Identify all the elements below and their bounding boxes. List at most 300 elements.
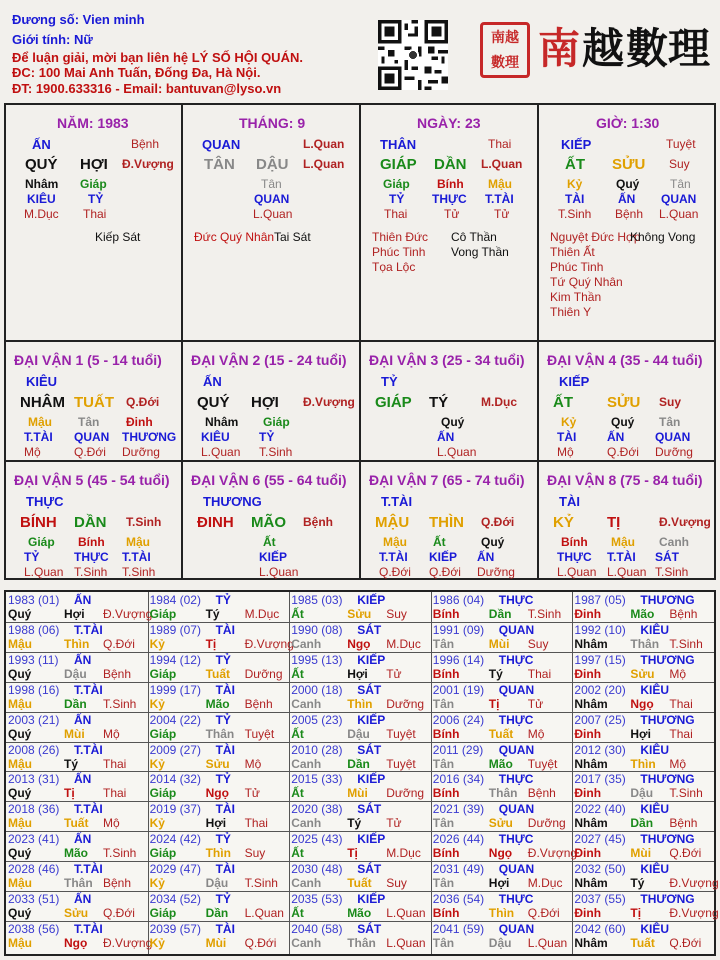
pillar-chi: HỢI bbox=[80, 156, 108, 173]
year-cell bbox=[289, 771, 431, 801]
hidden-can: Bính bbox=[78, 535, 105, 549]
hidden-can: Giáp bbox=[80, 177, 107, 191]
year-cell bbox=[572, 742, 714, 772]
gender: Giới tính: Nữ bbox=[12, 32, 93, 47]
hidden-god: QUAN bbox=[254, 192, 290, 206]
dai-van-chi: TỊ bbox=[607, 514, 621, 531]
year-chi: Dậu bbox=[488, 935, 512, 950]
year-label: 2015 (33) bbox=[291, 772, 343, 787]
seal-stamp: 南越 數理 bbox=[480, 22, 530, 78]
year-label: 2007 (25) bbox=[574, 712, 626, 727]
year-stage: L.Quan bbox=[527, 935, 568, 950]
dai-van-chi: HỢI bbox=[251, 394, 279, 411]
year-god: T.TÀI bbox=[74, 622, 103, 637]
year-god: QUAN bbox=[498, 921, 535, 936]
year-can: Đinh bbox=[574, 786, 602, 801]
year-label: 1997 (15) bbox=[574, 652, 626, 667]
year-label: 2003 (21) bbox=[8, 712, 60, 727]
dai-van-napam: T.Sinh bbox=[126, 515, 162, 529]
year-chi: Tý bbox=[347, 816, 362, 831]
year-cell bbox=[6, 652, 148, 682]
hidden-stage: Q.Đới bbox=[379, 565, 411, 579]
year-stage: Q.Đới bbox=[527, 906, 560, 920]
pillar-god: THÂN bbox=[380, 137, 417, 152]
year-stage: Dưỡng bbox=[244, 666, 283, 681]
dai-van-napam: Q.Đới bbox=[481, 515, 515, 529]
year-can: Kỷ bbox=[149, 935, 165, 950]
hidden-can: Tân bbox=[670, 177, 691, 191]
year-cell bbox=[572, 592, 714, 622]
year-label: 2037 (55) bbox=[574, 892, 626, 906]
year-can: Giáp bbox=[149, 666, 177, 681]
year-god: T.TÀI bbox=[74, 802, 103, 817]
hidden-can: Giáp bbox=[383, 177, 410, 191]
year-can: Ất bbox=[291, 846, 304, 861]
year-chi: Thìn bbox=[630, 756, 656, 771]
year-cell bbox=[431, 801, 573, 831]
hidden-stage: T.Sinh bbox=[122, 565, 156, 579]
year-chi: Thân bbox=[488, 786, 518, 801]
year-can: Bính bbox=[432, 846, 460, 861]
year-stage: M.Dục bbox=[386, 636, 421, 651]
pillar-stage: L.Quan bbox=[303, 137, 345, 151]
star-label: Nguyệt Đức Hợp bbox=[550, 230, 641, 244]
year-chi: Tuất bbox=[347, 876, 372, 891]
year-can: Đinh bbox=[574, 846, 602, 861]
year-label: 2016 (34) bbox=[432, 772, 485, 787]
year-label: 2021 (39) bbox=[432, 802, 485, 817]
year-stage: Đ.Vượng bbox=[527, 846, 578, 861]
year-label: 2024 (42) bbox=[149, 832, 201, 847]
annual-luck-table bbox=[4, 590, 719, 956]
year-stage: M.Dục bbox=[386, 846, 421, 861]
year-cell bbox=[6, 861, 148, 891]
year-cell bbox=[572, 921, 714, 951]
year-label: 2020 (38) bbox=[291, 802, 343, 817]
year-can: Nhâm bbox=[574, 636, 608, 651]
year-label: 2001 (19) bbox=[432, 682, 485, 697]
year-stage: Dưỡng bbox=[386, 696, 425, 711]
year-cell bbox=[572, 861, 719, 891]
hidden-stage: L.Quan bbox=[259, 565, 299, 579]
dai-van-napam: Đ.Vượng bbox=[659, 515, 711, 529]
year-can: Giáp bbox=[149, 726, 177, 741]
year-god: THƯƠNG bbox=[640, 772, 695, 787]
year-god: QUAN bbox=[498, 622, 535, 637]
year-cell bbox=[6, 712, 148, 742]
year-stage: T.Sinh bbox=[244, 876, 278, 891]
year-stage: T.Sinh bbox=[103, 696, 137, 711]
year-god: THỰC bbox=[498, 772, 534, 787]
year-label: 2034 (52) bbox=[149, 892, 201, 906]
year-cell bbox=[289, 682, 431, 712]
year-god: THỰC bbox=[498, 652, 534, 667]
year-chi: Sửu bbox=[488, 816, 513, 831]
year-chi: Hợi bbox=[205, 816, 227, 831]
dai-van-can: GIÁP bbox=[375, 394, 412, 411]
hidden-can: Đinh bbox=[126, 415, 153, 429]
year-cell bbox=[6, 891, 148, 921]
hidden-can: Mậu bbox=[126, 535, 150, 549]
year-stage: Đ.Vượng bbox=[103, 607, 153, 621]
year-can: Bính bbox=[432, 786, 460, 801]
year-god: KIẾP bbox=[357, 832, 386, 847]
hidden-god: ẤN bbox=[607, 430, 625, 444]
year-chi: Dần bbox=[205, 906, 229, 920]
year-chi: Thân bbox=[347, 935, 376, 950]
year-god: TỶ bbox=[215, 832, 231, 847]
year-god: QUAN bbox=[498, 802, 535, 817]
pillar-can: ẤT bbox=[565, 156, 585, 173]
year-can: Giáp bbox=[149, 786, 177, 801]
year-chi: Dậu bbox=[630, 786, 654, 801]
dai-van-title: ĐẠI VẬN 8 (75 - 84 tuổi) bbox=[547, 472, 703, 488]
pillar-title: NĂM: 1983 bbox=[57, 115, 129, 131]
star-label: Thiên Y bbox=[550, 305, 592, 319]
year-stage: Mộ bbox=[244, 756, 262, 771]
year-chi: Dậu bbox=[347, 726, 370, 741]
year-label: 2014 (32) bbox=[149, 772, 201, 787]
year-cell bbox=[431, 592, 573, 622]
hidden-stage: Dưỡng bbox=[655, 445, 693, 459]
year-label: 1983 (01) bbox=[8, 593, 60, 607]
year-chi: Thìn bbox=[205, 846, 231, 861]
year-cell bbox=[289, 891, 431, 921]
year-stage: Đ.Vượng bbox=[103, 935, 153, 950]
year-stage: Thai bbox=[244, 816, 268, 831]
year-chi: Hợi bbox=[630, 726, 651, 741]
year-chi: Mùi bbox=[347, 786, 368, 801]
year-cell bbox=[148, 592, 290, 622]
hidden-can: Ất bbox=[263, 535, 276, 549]
year-label: 2026 (44) bbox=[432, 832, 485, 847]
year-label: 2038 (56) bbox=[8, 921, 60, 936]
hidden-stage: L.Quan bbox=[659, 207, 699, 221]
hidden-stage: M.Dục bbox=[24, 207, 59, 221]
year-can: Nhâm bbox=[574, 876, 608, 891]
year-can: Mậu bbox=[8, 876, 32, 891]
year-can: Mậu bbox=[8, 816, 32, 831]
dai-van-napam: Q.Đới bbox=[126, 395, 160, 409]
year-chi: Sửu bbox=[64, 906, 89, 920]
year-chi: Hợi bbox=[64, 607, 85, 621]
pillar-stage: Thai bbox=[488, 137, 512, 151]
year-can: Nhâm bbox=[574, 696, 608, 711]
year-chi: Dần bbox=[630, 816, 654, 831]
year-chi: Thân bbox=[205, 726, 235, 741]
year-cell bbox=[6, 592, 153, 622]
hidden-god: THƯƠNG bbox=[122, 430, 177, 444]
hidden-can: Mậu bbox=[28, 415, 52, 429]
pillar-can: TÂN bbox=[204, 156, 235, 173]
dai-van-chi: SỬU bbox=[607, 394, 641, 411]
hidden-stage: Bệnh bbox=[615, 207, 644, 221]
year-can: Nhâm bbox=[574, 756, 608, 771]
year-god: SÁT bbox=[357, 742, 382, 757]
hidden-god: KIẾP bbox=[259, 550, 288, 564]
hidden-stage: Mộ bbox=[557, 445, 574, 459]
year-stage: T.Sinh bbox=[669, 786, 703, 801]
hidden-stage: Dưỡng bbox=[122, 445, 160, 459]
hidden-stage: T.Sinh bbox=[259, 445, 293, 459]
year-god: THỰC bbox=[498, 712, 534, 727]
year-stage: Bệnh bbox=[103, 666, 132, 681]
dai-van-can: BÍNH bbox=[20, 514, 57, 531]
dai-van-chi: THÌN bbox=[429, 514, 464, 531]
year-can: Ất bbox=[291, 666, 304, 681]
year-cell bbox=[148, 921, 290, 951]
year-chi: Ngọ bbox=[630, 696, 654, 711]
year-chi: Dần bbox=[488, 607, 512, 621]
dai-van-god: KIÊU bbox=[26, 374, 58, 389]
year-chi: Tý bbox=[630, 876, 645, 891]
year-stage: Mộ bbox=[527, 726, 545, 741]
hidden-stage: Q.Đới bbox=[429, 565, 461, 579]
hidden-stage: T.Sinh bbox=[558, 207, 592, 221]
year-label: 2040 (58) bbox=[291, 921, 343, 936]
year-stage: Bệnh bbox=[669, 816, 698, 831]
year-god: THỰC bbox=[498, 832, 534, 847]
year-stage: L.Quan bbox=[386, 906, 426, 920]
year-god: TỶ bbox=[215, 652, 231, 667]
hidden-god: TỶ bbox=[88, 192, 104, 206]
dai-van-can: MẬU bbox=[375, 514, 410, 531]
hidden-god: T.TÀI bbox=[485, 192, 514, 206]
year-god: SÁT bbox=[357, 921, 382, 936]
year-label: 2000 (18) bbox=[291, 682, 343, 697]
hidden-can: Tân bbox=[78, 415, 100, 429]
year-chi: Tị bbox=[488, 696, 500, 711]
star-label: Phúc Tinh bbox=[372, 245, 426, 259]
year-can: Mậu bbox=[8, 636, 32, 651]
hidden-stage: Mộ bbox=[24, 445, 41, 459]
year-label: 1987 (05) bbox=[574, 593, 626, 607]
hidden-stage: Thai bbox=[384, 207, 408, 221]
year-label: 2025 (43) bbox=[291, 832, 343, 847]
year-cell bbox=[289, 592, 431, 622]
year-cell bbox=[289, 652, 431, 682]
hidden-can: Tân bbox=[659, 415, 681, 429]
year-stage: Bệnh bbox=[527, 786, 556, 801]
year-stage: Mộ bbox=[669, 756, 687, 771]
phone-email[interactable]: ĐT: 1900.633316 - Email: bantuvan@lyso.vn bbox=[12, 81, 282, 96]
pillar-can: GIÁP bbox=[380, 156, 417, 173]
hidden-god: TỶ bbox=[24, 550, 40, 564]
year-stage: Suy bbox=[386, 607, 407, 621]
year-chi: Mùi bbox=[488, 636, 510, 651]
hidden-stage: L.Quan bbox=[24, 565, 64, 579]
qr-code-icon bbox=[378, 20, 448, 90]
year-chi: Thìn bbox=[64, 636, 90, 651]
year-cell bbox=[431, 742, 573, 772]
year-cell bbox=[431, 771, 573, 801]
year-cell bbox=[6, 742, 148, 772]
year-can: Bính bbox=[432, 906, 460, 920]
pillar-napam: L.Quan bbox=[481, 157, 523, 171]
year-stage: Bệnh bbox=[244, 696, 273, 711]
year-label: 2012 (30) bbox=[574, 742, 626, 757]
year-can: Bính bbox=[432, 726, 460, 741]
year-label: 1994 (12) bbox=[149, 652, 201, 667]
year-can: Mậu bbox=[8, 696, 32, 711]
dai-van-god: TỶ bbox=[381, 374, 398, 389]
year-god: KIẾP bbox=[357, 772, 386, 787]
year-god: ẤN bbox=[74, 892, 92, 906]
year-can: Ất bbox=[291, 607, 304, 621]
year-god: THỰC bbox=[498, 892, 534, 906]
hidden-god: THỰC bbox=[557, 550, 592, 564]
hidden-can: Canh bbox=[659, 535, 689, 549]
year-can: Canh bbox=[291, 816, 322, 831]
hidden-god: THỰC bbox=[74, 550, 109, 564]
hidden-can: Giáp bbox=[28, 535, 55, 549]
dai-van-can: NHÂM bbox=[20, 394, 65, 411]
year-cell bbox=[148, 831, 290, 861]
dai-van-chi: MÃO bbox=[251, 514, 286, 531]
year-god: TỶ bbox=[215, 892, 231, 906]
year-label: 2031 (49) bbox=[432, 862, 485, 877]
hidden-can: Tân bbox=[261, 177, 282, 191]
year-chi: Thìn bbox=[488, 906, 515, 920]
hidden-god: TÀI bbox=[565, 192, 585, 206]
pillar-god: ẤN bbox=[32, 137, 51, 152]
pillar-title: GIỜ: 1:30 bbox=[596, 115, 660, 131]
year-cell bbox=[289, 622, 431, 652]
star-label: Vong Thần bbox=[451, 245, 509, 259]
year-can: Kỷ bbox=[149, 696, 165, 711]
year-cell bbox=[6, 682, 148, 712]
year-chi: Sửu bbox=[347, 607, 372, 621]
year-can: Quý bbox=[8, 786, 32, 801]
year-god: THƯƠNG bbox=[640, 712, 695, 727]
year-cell bbox=[572, 712, 714, 742]
year-label: 2028 (46) bbox=[8, 862, 60, 877]
hidden-stage: Tử bbox=[494, 207, 510, 221]
year-cell bbox=[431, 652, 573, 682]
pillar-napam: Đ.Vượng bbox=[122, 157, 174, 171]
year-label: 2022 (40) bbox=[574, 802, 626, 817]
year-stage: Thai bbox=[103, 756, 127, 771]
year-cell bbox=[148, 742, 290, 772]
year-stage: T.Sinh bbox=[669, 636, 703, 651]
hidden-can: Mậu bbox=[488, 177, 512, 191]
year-chi: Hợi bbox=[347, 666, 368, 681]
year-chi: Mão bbox=[488, 756, 513, 771]
year-can: Đinh bbox=[574, 607, 602, 621]
year-chi: Tuất bbox=[205, 666, 231, 681]
dai-van-napam: M.Dục bbox=[481, 395, 517, 409]
year-can: Ất bbox=[291, 786, 304, 801]
pillar-stage: Tuyệt bbox=[666, 137, 696, 151]
year-stage: M.Dục bbox=[527, 876, 563, 891]
year-label: 2008 (26) bbox=[8, 742, 60, 757]
year-chi: Tuất bbox=[630, 935, 655, 950]
hidden-stage: Dưỡng bbox=[477, 565, 515, 579]
hidden-stage: Q.Đới bbox=[74, 445, 106, 459]
year-label: 2041 (59) bbox=[432, 921, 485, 936]
year-god: TỶ bbox=[215, 593, 231, 607]
year-stage: T.Sinh bbox=[103, 846, 137, 861]
pillar-stage: Bệnh bbox=[131, 137, 160, 151]
year-label: 2029 (47) bbox=[149, 862, 201, 877]
year-can: Canh bbox=[291, 935, 322, 950]
year-label: 1984 (02) bbox=[149, 593, 201, 607]
logo-char-4: 理 bbox=[668, 24, 711, 73]
year-label: 2017 (35) bbox=[574, 772, 626, 787]
year-cell bbox=[572, 801, 714, 831]
year-stage: Suy bbox=[386, 876, 407, 891]
dai-van-can: KỶ bbox=[553, 514, 574, 531]
year-cell bbox=[431, 891, 573, 921]
year-can: Tân bbox=[432, 816, 455, 831]
dai-van-title: ĐẠI VẬN 7 (65 - 74 tuổi) bbox=[369, 472, 525, 488]
pillar-god: QUAN bbox=[202, 137, 241, 152]
dai-van-chi: TUẤT bbox=[74, 394, 114, 411]
year-stage: Mộ bbox=[103, 726, 120, 741]
hidden-can: Mậu bbox=[611, 535, 635, 549]
year-stage: Thai bbox=[527, 666, 552, 681]
year-god: T.TÀI bbox=[74, 921, 103, 936]
dai-van-title: ĐẠI VẬN 5 (45 - 54 tuổi) bbox=[14, 472, 170, 488]
logo-char-3: 數 bbox=[626, 24, 669, 73]
year-label: 1986 (04) bbox=[432, 593, 485, 607]
logo-char-1: 南 bbox=[538, 24, 581, 73]
hidden-stage: T.Sinh bbox=[74, 565, 108, 579]
year-can: Kỷ bbox=[149, 636, 165, 651]
year-stage: Tuyệt bbox=[527, 756, 558, 771]
year-can: Tân bbox=[432, 636, 455, 651]
year-god: THƯƠNG bbox=[640, 832, 695, 847]
year-can: Canh bbox=[291, 756, 322, 771]
year-cell bbox=[6, 622, 148, 652]
year-chi: Mão bbox=[347, 906, 372, 920]
year-cell bbox=[148, 801, 290, 831]
star-label: Kim Thần bbox=[550, 290, 602, 304]
star-label: Kiếp Sát bbox=[95, 230, 141, 244]
hidden-god: T.TÀI bbox=[24, 430, 53, 444]
year-label: 2006 (24) bbox=[432, 712, 485, 727]
year-stage: Thai bbox=[103, 786, 127, 801]
hidden-god: TỶ bbox=[389, 192, 405, 206]
year-stage: Suy bbox=[527, 636, 549, 651]
year-can: Bính bbox=[432, 666, 460, 681]
pillar-chi: DẦN bbox=[434, 156, 467, 173]
dai-van-title: ĐẠI VẬN 1 (5 - 14 tuổi) bbox=[14, 352, 162, 368]
year-label: 2023 (41) bbox=[8, 832, 60, 847]
year-can: Tân bbox=[432, 876, 455, 891]
year-god: KIẾP bbox=[357, 652, 386, 667]
year-god: T.TÀI bbox=[74, 862, 103, 877]
year-cell bbox=[572, 831, 714, 861]
year-cell bbox=[148, 712, 290, 742]
year-god: T.TÀI bbox=[74, 682, 103, 697]
hidden-god: THỰC bbox=[432, 192, 467, 206]
hidden-can: Ất bbox=[433, 535, 446, 549]
dai-van-can: ẤT bbox=[553, 394, 573, 411]
year-god: ẤN bbox=[74, 593, 92, 607]
year-cell bbox=[6, 771, 148, 801]
year-god: TÀI bbox=[215, 921, 235, 936]
year-can: Canh bbox=[291, 696, 322, 711]
year-cell bbox=[572, 771, 714, 801]
year-god: SÁT bbox=[357, 622, 382, 637]
hidden-god: TÀI bbox=[557, 430, 577, 444]
year-god: QUAN bbox=[498, 682, 535, 697]
year-can: Quý bbox=[8, 906, 32, 920]
year-label: 1995 (13) bbox=[291, 652, 343, 667]
year-label: 2027 (45) bbox=[574, 832, 626, 847]
year-god: KIÊU bbox=[640, 622, 670, 637]
